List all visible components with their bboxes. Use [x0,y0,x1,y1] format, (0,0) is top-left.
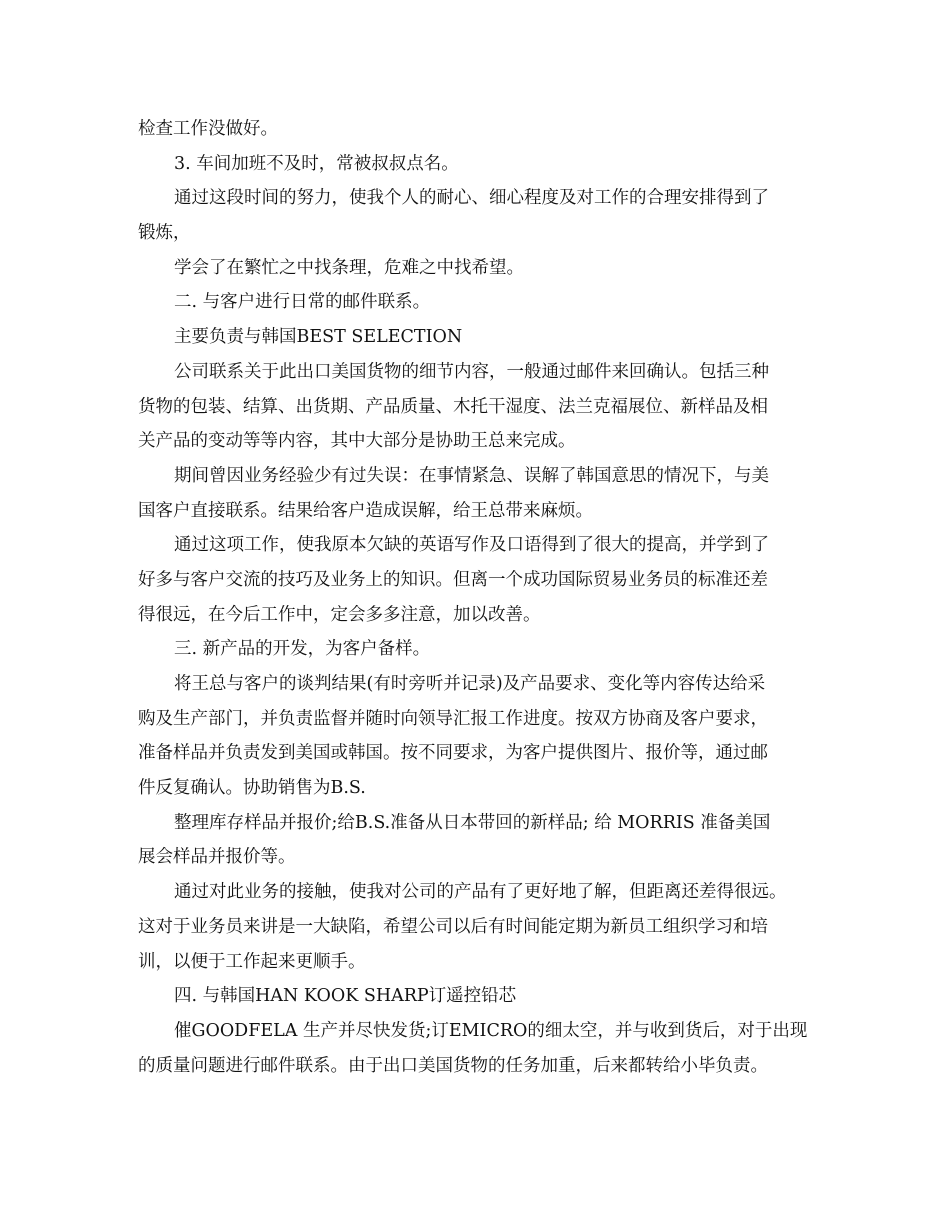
text-line: 通过这段时间的努力，使我个人的耐心、细心程度及对工作的合理安排得到了 [174,188,769,209]
text-line: 得很远，在今后工作中，定会多多注意，加以改善。 [138,604,541,625]
text-line: 四. 与韩国HAN KOOK SHARP订遥控铅芯 [174,986,517,1007]
text-line: 这对于业务员来讲是一大缺陷，希望公司以后有时间能定期为新员工组织学习和培 [138,916,768,937]
text-line: 的质量问题进行邮件联系。由于出口美国货物的任务加重，后来都转给小毕负责。 [138,1055,768,1076]
text-line: 期间曾因业务经验少有过失误：在事情紧急、误解了韩国意思的情况下，与美 [174,465,769,486]
text-line: 主要负责与韩国BEST SELECTION [174,327,463,348]
text-line: 三. 新产品的开发，为客户备样。 [174,639,431,660]
text-line: 二. 与客户进行日常的邮件联系。 [174,292,431,313]
text-line: 准备样品并负责发到美国或韩国。按不同要求，为客户提供图片、报价等，通过邮 [138,743,768,764]
text-line: 3. 车间加班不及时，常被叔叔点名。 [174,153,459,174]
text-line: 通过这项工作，使我原本欠缺的英语写作及口语得到了很大的提高，并学到了 [174,535,769,556]
text-line: 催GOODFELA 生产并尽快发货;订EMICRO的细太空，并与收到货后，对于出现 [174,1020,808,1041]
text-line: 检查工作没做好。 [138,119,278,139]
text-line: 国客户直接联系。结果给客户造成误解，给王总带来麻烦。 [138,500,593,521]
document-body [138,112,814,1083]
text-line: 好多与客户交流的技巧及业务上的知识。但离一个成功国际贸易业务员的标准还差 [138,569,768,590]
text-line: 通过对此业务的接触，使我对公司的产品有了更好地了解，但距离还差得很远。 [174,882,787,903]
text-line: 购及生产部门，并负责监督并随时向领导汇报工作进度。按双方协商及客户要求， [138,708,768,729]
text-line: 展会样品并报价等。 [138,847,296,868]
text-line: 将王总与客户的谈判结果(有时旁听并记录)及产品要求、变化等内容传达给采 [174,674,766,694]
text-line: 公司联系关于此出口美国货物的细节内容，一般通过邮件来回确认。包括三种 [174,361,769,382]
text-line: 件反复确认。协助销售为B.S. [138,778,366,799]
text-line: 学会了在繁忙之中找条理，危难之中找希望。 [174,257,524,278]
text-line: 训，以便于工作起来更顺手。 [138,951,366,972]
text-line: 整理库存样品并报价;给B.S.准备从日本带回的新样品; 给 MORRIS 准备美国 [174,812,771,833]
text-line: 锻炼， [138,223,191,244]
text-line: 货物的包装、结算、出货期、产品质量、木托干湿度、法兰克福展位、新样品及相 [138,396,768,417]
text-line: 关产品的变动等等内容，其中大部分是协助王总来完成。 [138,431,576,452]
